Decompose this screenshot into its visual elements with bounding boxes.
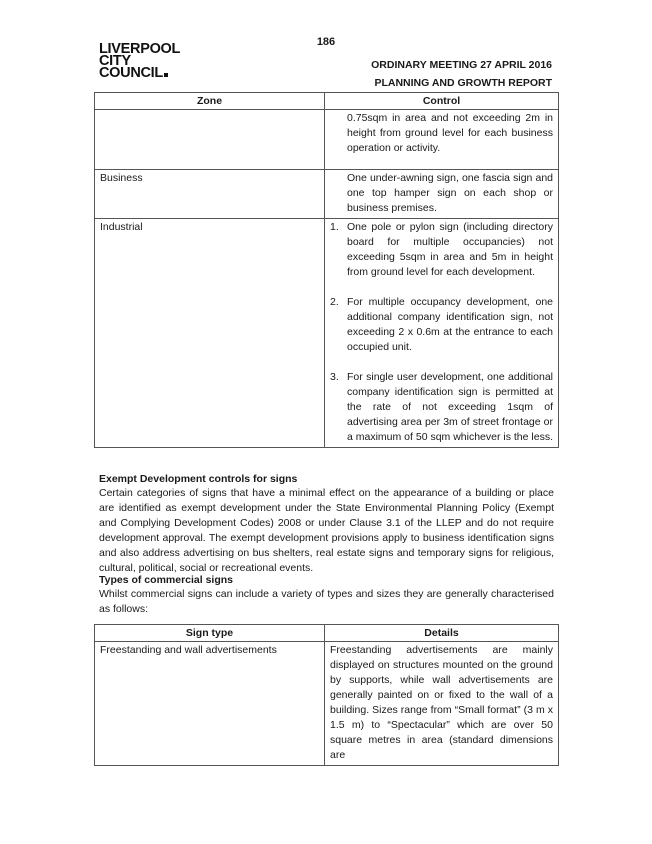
details-cell: Freestanding advertisements are mainly displayed on structures mounted on the ground by supports, while wall advertisements are generally painted on or fixed to the wall of a building. Sizes range from “Small format” (3 m x 1.5 m) to “Spectacular” which are over 50 square metres in area (standard dimensions are xyxy=(325,642,559,766)
zone-cell: Business xyxy=(95,170,325,219)
table-row xyxy=(95,642,559,766)
logo-line-1: LIVERPOOL xyxy=(99,41,181,57)
control-cell xyxy=(325,170,559,219)
page-number: 186 xyxy=(316,36,336,48)
zone-cell-empty xyxy=(95,110,325,170)
liverpool-city-council-logo xyxy=(99,43,180,79)
business-control-text: One under-awning sign, one fascia sign and one top hamper sign on each shop or business premises. xyxy=(347,172,553,214)
types-heading: Types of commercial signs xyxy=(99,574,234,586)
types-body: Whilst commercial signs can include a variety of types and sizes they are generally characterised as follows: xyxy=(99,588,554,615)
list-item-text: For multiple occupancy development, one additional company identification sign, not exceeding 2 x 0.6m at the entrance to each occupied unit. xyxy=(347,296,553,353)
zone-control-table xyxy=(94,92,559,448)
table-header-row xyxy=(95,93,559,110)
zone-column-header: Zone xyxy=(95,93,325,110)
report-title: PLANNING AND GROWTH REPORT xyxy=(374,77,552,89)
table-header-row xyxy=(95,625,559,642)
list-item xyxy=(330,220,553,280)
logo-dot-icon xyxy=(164,73,168,77)
list-item-text: One pole or pylon sign (including directory board for multiple occupancies) not exceeding 5sqm in area and 5m in height from ground level for each development. xyxy=(347,221,553,278)
sign-types-table xyxy=(94,624,559,766)
table-row xyxy=(95,110,559,170)
meeting-title: ORDINARY MEETING 27 APRIL 2016 xyxy=(371,59,552,71)
control-cell xyxy=(325,110,559,170)
exempt-heading: Exempt Development controls for signs xyxy=(99,473,298,485)
control-column-header: Control xyxy=(325,93,559,110)
logo-line-2: CITY xyxy=(99,53,131,69)
exempt-body: Certain categories of signs that have a minimal effect on the appearance of a building or place are identified as exempt development under the State Environmental Planning Policy (Exempt and Complying Development Codes) 2008 or under Clause 3.1 of the LLEP and do not require development approval. The exempt development provisions apply to business identification signs and also address advertising on bus shelters, real estate signs and temporary signs for religious, cultural, political, social or recreational events. xyxy=(99,487,554,574)
logo-line-3: COUNCIL xyxy=(99,67,180,79)
details-column-header: Details xyxy=(325,625,559,642)
table-row xyxy=(95,219,559,448)
list-number: 3. xyxy=(330,371,339,383)
table-row xyxy=(95,170,559,219)
sign-type-cell: Freestanding and wall advertisements xyxy=(95,642,325,766)
list-number: 2. xyxy=(330,296,339,308)
zone-cell: Industrial xyxy=(95,219,325,448)
list-number: 1. xyxy=(330,221,339,233)
industrial-control-list xyxy=(330,220,553,445)
list-item xyxy=(330,370,553,445)
control-cell xyxy=(325,219,559,448)
continued-control-text: 0.75sqm in area and not exceeding 2m in height from ground level for each business operation or activity. xyxy=(347,112,553,154)
report-header xyxy=(371,56,552,92)
list-item-text: For single user development, one additional company identification sign is permitted at the rate of not exceeding 1sqm of advertising area per 3m of street frontage or a maximum of 50 sqm whichever is the less. xyxy=(347,371,553,443)
sign-type-column-header: Sign type xyxy=(95,625,325,642)
list-item xyxy=(330,295,553,355)
